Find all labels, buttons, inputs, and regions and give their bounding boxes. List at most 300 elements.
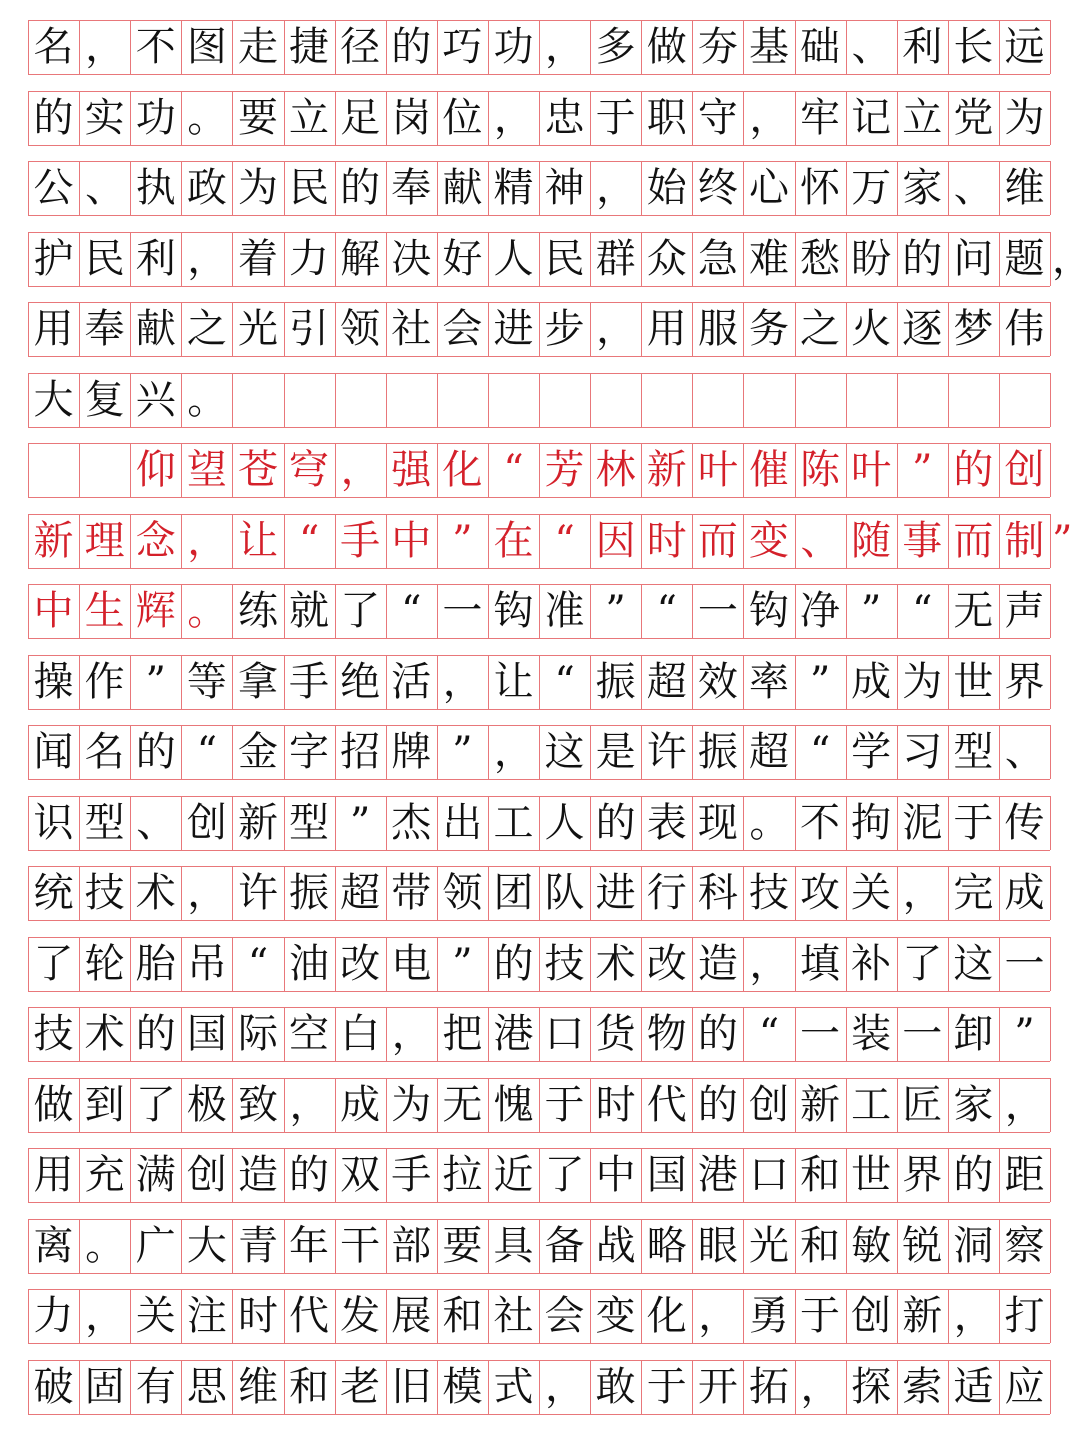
handwritten-char: 钩 (748, 588, 789, 634)
grid-divider (1050, 161, 1051, 215)
handwritten-char: 芳 (544, 447, 585, 493)
handwritten-char: ” (1014, 1011, 1035, 1057)
grid-row (28, 514, 1073, 568)
handwritten-char: “ (247, 940, 269, 987)
handwritten-char: 群 (595, 235, 636, 282)
handwritten-char: 超 (340, 870, 381, 916)
handwritten-char: “ (912, 588, 933, 634)
handwritten-char: 用 (646, 306, 687, 352)
handwritten-char: 奉 (391, 165, 432, 211)
grid-divider (1050, 514, 1051, 568)
handwritten-char: 的 (697, 1081, 738, 1128)
handwritten-char: 力 (289, 235, 330, 282)
handwritten-char: “ (401, 588, 422, 634)
handwritten-char: ， (953, 1293, 994, 1339)
handwritten-char: 于 (800, 1293, 841, 1339)
handwritten-char: 准 (544, 588, 585, 634)
handwritten-char: 是 (595, 729, 636, 775)
handwritten-char: 注 (186, 1293, 227, 1339)
handwritten-char: 备 (544, 1222, 585, 1269)
handwritten-char: 精 (493, 165, 534, 211)
handwritten-char: 苍 (237, 447, 278, 493)
handwritten-char: 时 (237, 1293, 278, 1339)
handwritten-char: 守 (697, 94, 738, 141)
handwritten-char: “ (554, 658, 575, 705)
handwritten-char: ， (340, 447, 381, 493)
handwritten-char: 立 (289, 94, 330, 141)
handwritten-char: 复 (84, 376, 125, 423)
handwritten-char: 理 (84, 517, 125, 564)
handwritten-char: 夯 (697, 24, 738, 70)
grid-divider (539, 373, 540, 427)
handwritten-char: 了 (135, 1081, 176, 1128)
grid-row (28, 725, 1050, 779)
handwritten-char: ” (452, 517, 473, 564)
handwritten-char: 忠 (544, 94, 585, 141)
grid-divider (1050, 584, 1051, 638)
handwritten-char: ， (749, 940, 790, 987)
handwritten-char: 界 (902, 1152, 943, 1198)
margin-punctuation: ， (1052, 235, 1092, 282)
handwritten-char: 仰 (135, 447, 176, 493)
handwritten-char: 家 (953, 1081, 994, 1128)
handwritten-char: 不 (135, 24, 176, 70)
handwritten-char: 出 (442, 799, 483, 846)
grid-divider (1050, 302, 1051, 356)
handwritten-char: 年 (289, 1222, 330, 1269)
grid-divider (897, 373, 898, 427)
handwritten-char: 匠 (902, 1081, 943, 1128)
handwritten-char: 于 (646, 1363, 687, 1410)
handwritten-char: 而 (697, 517, 738, 564)
handwritten-char: 到 (84, 1081, 125, 1128)
handwritten-char: 满 (135, 1152, 176, 1198)
handwritten-char: 振 (697, 729, 738, 775)
handwritten-char: 的 (391, 24, 432, 70)
handwritten-char: 记 (851, 94, 892, 141)
handwritten-char: 要 (237, 94, 278, 141)
handwritten-char: 催 (748, 447, 789, 493)
handwritten-char: 近 (493, 1152, 534, 1198)
handwritten-char: 于 (595, 94, 636, 141)
handwritten-char: 心 (748, 165, 789, 211)
handwritten-char: 。 (85, 1222, 126, 1269)
handwritten-char: 新 (33, 517, 74, 564)
handwritten-char: 这 (953, 940, 994, 987)
handwritten-char: 、 (85, 165, 126, 211)
handwritten-char: 功 (493, 24, 534, 70)
handwritten-char: 万 (851, 165, 892, 211)
handwritten-char: 名 (84, 729, 125, 775)
grid-divider (284, 373, 285, 427)
handwritten-char: 许 (646, 729, 687, 775)
handwritten-char: ， (442, 658, 483, 705)
handwritten-char: 应 (1004, 1363, 1045, 1410)
handwritten-char: ” (605, 588, 626, 634)
handwritten-char: ， (493, 94, 534, 141)
handwritten-char: 学 (851, 729, 892, 775)
handwritten-char: 传 (1004, 799, 1045, 846)
handwritten-char: 不 (800, 799, 841, 846)
handwritten-char: 足 (340, 94, 381, 141)
handwritten-char: 敏 (851, 1222, 892, 1269)
grid-row (28, 937, 1050, 991)
handwritten-char: 发 (340, 1293, 381, 1339)
handwritten-char: 科 (697, 870, 738, 916)
handwritten-char: 练 (237, 588, 278, 634)
grid-divider (1050, 1148, 1051, 1202)
grid-divider (1050, 655, 1051, 709)
handwritten-char: 新 (237, 799, 278, 846)
grid-divider (1050, 373, 1051, 427)
handwritten-char: 术 (595, 940, 636, 987)
handwritten-char: 世 (851, 1152, 892, 1198)
grid-divider (386, 373, 387, 427)
grid-line (28, 779, 1050, 780)
handwritten-char: 牌 (391, 729, 432, 775)
grid-line (28, 356, 1050, 357)
handwritten-char: 拓 (748, 1363, 789, 1410)
grid-row (28, 232, 1092, 286)
handwritten-char: 改 (646, 940, 687, 987)
handwritten-char: 作 (84, 658, 125, 705)
handwritten-char (79, 443, 130, 497)
grid-line (28, 497, 1050, 498)
handwritten-char: 问 (953, 235, 994, 282)
handwritten-char: 型 (289, 799, 330, 846)
handwritten-char: ， (85, 24, 126, 70)
handwritten-char: 献 (442, 165, 483, 211)
handwritten-char: 振 (289, 870, 330, 916)
handwritten-char: 在 (493, 517, 534, 564)
handwritten-char: 装 (851, 1011, 892, 1057)
handwritten-char: 、 (953, 165, 994, 211)
handwritten-char: 的 (289, 1152, 330, 1198)
handwritten-char: 念 (135, 517, 176, 564)
handwritten-char: 手 (391, 1152, 432, 1198)
handwritten-char: 关 (851, 870, 892, 916)
handwritten-char: 声 (1004, 588, 1045, 634)
handwritten-char: 队 (544, 870, 585, 916)
handwritten-char: 统 (33, 870, 74, 916)
handwritten-char: 径 (340, 24, 381, 70)
handwritten-char: ， (698, 1293, 739, 1339)
handwritten-char (28, 443, 79, 497)
handwritten-char: 多 (595, 24, 636, 70)
handwritten-char: 活 (391, 658, 432, 705)
handwritten-char: 锐 (902, 1222, 943, 1269)
handwritten-char: 国 (186, 1011, 227, 1057)
handwritten-char: ， (596, 165, 637, 211)
grid-divider (1050, 91, 1051, 145)
handwritten-char: 岗 (391, 94, 432, 141)
handwritten-char: 的 (595, 799, 636, 846)
handwritten-char: 港 (493, 1011, 534, 1057)
handwritten-char: ” (452, 940, 473, 987)
grid-divider (335, 373, 336, 427)
handwritten-char: 人 (493, 235, 534, 282)
handwritten-char: ” (349, 799, 371, 846)
handwritten-char: ” (145, 658, 166, 705)
grid-divider (488, 373, 489, 427)
grid-divider (590, 373, 591, 427)
handwritten-char: 进 (493, 306, 534, 352)
handwritten-char: 光 (748, 1222, 789, 1269)
handwritten-char: 让 (493, 658, 534, 705)
handwritten-char: 事 (902, 517, 943, 564)
handwritten-char: 名 (33, 24, 74, 70)
handwritten-char: 具 (493, 1222, 534, 1269)
handwritten-char: 表 (646, 799, 687, 846)
handwritten-char: 为 (902, 658, 943, 705)
handwritten-char: 超 (748, 729, 789, 775)
handwritten-char: 的 (135, 729, 176, 775)
handwritten-char: 洞 (953, 1222, 994, 1269)
handwritten-char: 远 (1004, 24, 1045, 70)
handwritten-char: 做 (33, 1081, 74, 1128)
handwritten-char: 火 (851, 306, 892, 352)
handwritten-char: 成 (340, 1081, 381, 1128)
handwritten-char: 空 (289, 1011, 330, 1057)
handwritten-char: 伟 (1004, 306, 1045, 352)
handwritten-char: 泥 (902, 799, 943, 846)
handwritten-char: 盼 (851, 235, 892, 282)
handwritten-char: 了 (544, 1152, 585, 1198)
handwritten-char: 领 (442, 870, 483, 916)
handwritten-char: 急 (697, 235, 738, 282)
handwritten-char: 许 (237, 870, 278, 916)
handwritten-char: 展 (391, 1293, 432, 1339)
handwritten-char: 手 (289, 658, 330, 705)
handwritten-char: 创 (186, 1152, 227, 1198)
handwritten-char: 新 (902, 1293, 943, 1339)
handwritten-char: 。 (187, 588, 228, 634)
grid-line (28, 638, 1050, 639)
handwritten-char: “ (554, 517, 575, 564)
handwritten-char: 础 (800, 24, 841, 70)
handwritten-char: 领 (340, 306, 381, 352)
handwritten-char: 带 (391, 870, 432, 916)
grid-row (28, 1219, 1050, 1273)
handwritten-char: 技 (33, 1011, 74, 1057)
handwritten-char: ， (545, 24, 585, 70)
handwritten-char: 物 (646, 1011, 687, 1057)
handwritten-char: 时 (595, 1081, 636, 1128)
handwritten-char: 望 (186, 447, 227, 493)
handwritten-char: 制 (1004, 517, 1045, 564)
grid-divider (1050, 1078, 1051, 1132)
grid-line (28, 1414, 1050, 1415)
handwritten-char: 战 (595, 1222, 636, 1269)
handwritten-char: 叶 (697, 447, 738, 493)
handwritten-char: 穹 (289, 447, 330, 493)
handwritten-char: 强 (391, 447, 432, 493)
handwritten-char: “ (809, 729, 831, 775)
handwritten-char: ” (860, 588, 882, 634)
handwritten-char: 民 (544, 235, 585, 282)
handwritten-char: 巧 (442, 24, 483, 70)
handwritten-char: 打 (1004, 1293, 1045, 1339)
handwritten-char: 变 (595, 1293, 636, 1339)
grid-row (28, 584, 1050, 638)
handwritten-char: 型 (953, 729, 994, 775)
handwritten-char: ， (800, 1363, 841, 1410)
handwritten-char: 功 (135, 94, 176, 141)
handwritten-char: 、 (851, 24, 892, 70)
handwritten-char: 了 (33, 940, 74, 987)
handwritten-char: 效 (697, 658, 738, 705)
grid-divider (795, 373, 796, 427)
handwritten-char: 一 (442, 588, 483, 634)
grid-divider (743, 373, 744, 427)
grid-divider (948, 373, 949, 427)
grid-divider (641, 373, 642, 427)
handwritten-char: 造 (697, 940, 738, 987)
handwritten-char: 卸 (953, 1011, 994, 1057)
handwritten-char: 适 (953, 1363, 994, 1410)
handwritten-char: 型 (84, 799, 125, 846)
handwritten-char: 决 (391, 235, 432, 282)
handwritten-char: “ (758, 1011, 780, 1057)
grid-divider (1050, 866, 1051, 920)
handwritten-char: 化 (442, 447, 483, 493)
handwritten-char: 关 (135, 1293, 176, 1339)
handwritten-char: 一 (697, 588, 738, 634)
handwritten-char: 用 (33, 1152, 74, 1198)
handwritten-char: 和 (800, 1152, 841, 1198)
handwritten-char: 思 (186, 1363, 227, 1410)
handwritten-char: 时 (646, 517, 687, 564)
handwritten-char: 破 (33, 1363, 74, 1410)
handwritten-char: 拘 (851, 799, 892, 846)
handwritten-char: ， (391, 1011, 432, 1057)
handwritten-char: 闻 (33, 729, 74, 775)
handwritten-char: 勇 (748, 1293, 789, 1339)
handwritten-char: ， (902, 870, 943, 916)
handwritten-char: 终 (697, 165, 738, 211)
grid-divider (1050, 443, 1051, 497)
grid-line (28, 850, 1050, 851)
handwritten-char: 拉 (442, 1152, 483, 1198)
grid-line (28, 991, 1050, 992)
handwritten-char: 进 (595, 870, 636, 916)
handwritten-char: 国 (646, 1152, 687, 1198)
handwritten-char: 攻 (800, 870, 841, 916)
handwritten-char: 创 (1004, 447, 1045, 493)
handwritten-char: 等 (186, 658, 227, 705)
handwritten-char: 货 (595, 1011, 636, 1057)
handwritten-char: 愧 (493, 1081, 534, 1128)
handwritten-char: 改 (340, 940, 381, 987)
handwritten-char: 操 (33, 658, 74, 705)
handwritten-char: 。 (749, 799, 790, 846)
handwritten-char: 技 (748, 870, 789, 916)
handwritten-char: 的 (697, 1011, 738, 1057)
handwritten-char: 代 (646, 1081, 687, 1128)
grid-line (28, 1132, 1050, 1133)
handwritten-char: 际 (237, 1011, 278, 1057)
handwritten-char: 服 (697, 306, 738, 352)
handwritten-char: ， (187, 870, 228, 916)
handwritten-char: 于 (953, 799, 994, 846)
grid-row (28, 1360, 1050, 1414)
handwritten-char: 变 (748, 517, 789, 564)
grid-line (28, 1273, 1050, 1274)
handwritten-char: 的 (902, 235, 943, 282)
grid-line (28, 215, 1050, 216)
handwritten-char: 略 (646, 1222, 687, 1269)
handwritten-char: 填 (800, 940, 841, 987)
grid-divider (1050, 937, 1051, 991)
grid-divider (1050, 1007, 1051, 1061)
handwritten-char: 用 (33, 306, 74, 352)
handwritten-char: 旧 (391, 1363, 432, 1410)
handwritten-char: 港 (697, 1152, 738, 1198)
grid-line (28, 145, 1050, 146)
handwritten-char: 、 (136, 799, 177, 846)
handwritten-char: 新 (646, 447, 687, 493)
handwritten-char: 干 (340, 1222, 381, 1269)
handwritten-char: ， (187, 235, 228, 282)
grid-divider (232, 373, 233, 427)
grid-divider (1050, 232, 1051, 286)
grid-row (28, 655, 1050, 709)
handwritten-char: 创 (186, 799, 227, 846)
handwritten-char: 社 (493, 1293, 534, 1339)
handwritten-char: 察 (1004, 1222, 1045, 1269)
handwritten-char: 振 (595, 658, 636, 705)
handwritten-char: 之 (800, 306, 841, 352)
handwritten-char: 生 (84, 588, 125, 634)
grid-row (28, 373, 1050, 427)
grid-divider (1050, 1360, 1051, 1414)
handwritten-char: 现 (697, 799, 738, 846)
handwritten-char: 绝 (340, 658, 381, 705)
handwritten-char: “ (196, 729, 218, 775)
handwritten-char: 让 (237, 517, 278, 564)
handwritten-char: 就 (289, 588, 330, 634)
handwritten-char: 中 (391, 517, 432, 564)
handwritten-char: 政 (186, 165, 227, 211)
handwritten-char: 的 (953, 447, 994, 493)
handwritten-char: ， (289, 1081, 330, 1128)
handwritten-char: 创 (851, 1293, 892, 1339)
handwritten-char: 钩 (493, 588, 534, 634)
handwritten-char: 因 (595, 517, 636, 564)
handwritten-char: 维 (1004, 165, 1045, 211)
handwritten-char: 术 (135, 870, 176, 916)
handwritten-char: 奉 (84, 306, 125, 352)
handwritten-char: 之 (186, 306, 227, 352)
handwritten-char: 油 (289, 940, 330, 987)
handwritten-char: 难 (748, 235, 789, 282)
handwritten-char: 愁 (800, 235, 841, 282)
handwritten-char: 为 (391, 1081, 432, 1128)
handwritten-char: 术 (84, 1011, 125, 1057)
grid-line (28, 427, 1050, 428)
handwritten-char: 的 (493, 940, 534, 987)
handwritten-char: 索 (902, 1363, 943, 1410)
handwritten-char: 的 (135, 1011, 176, 1057)
handwritten-char: 的 (953, 1152, 994, 1198)
handwritten-char: 民 (84, 235, 125, 282)
handwritten-char: 式 (493, 1363, 534, 1410)
handwritten-char: 口 (748, 1152, 789, 1198)
grid-row (28, 1007, 1050, 1061)
grid-row (28, 1289, 1050, 1343)
handwritten-char: 好 (442, 235, 483, 282)
grid-row (28, 302, 1050, 356)
